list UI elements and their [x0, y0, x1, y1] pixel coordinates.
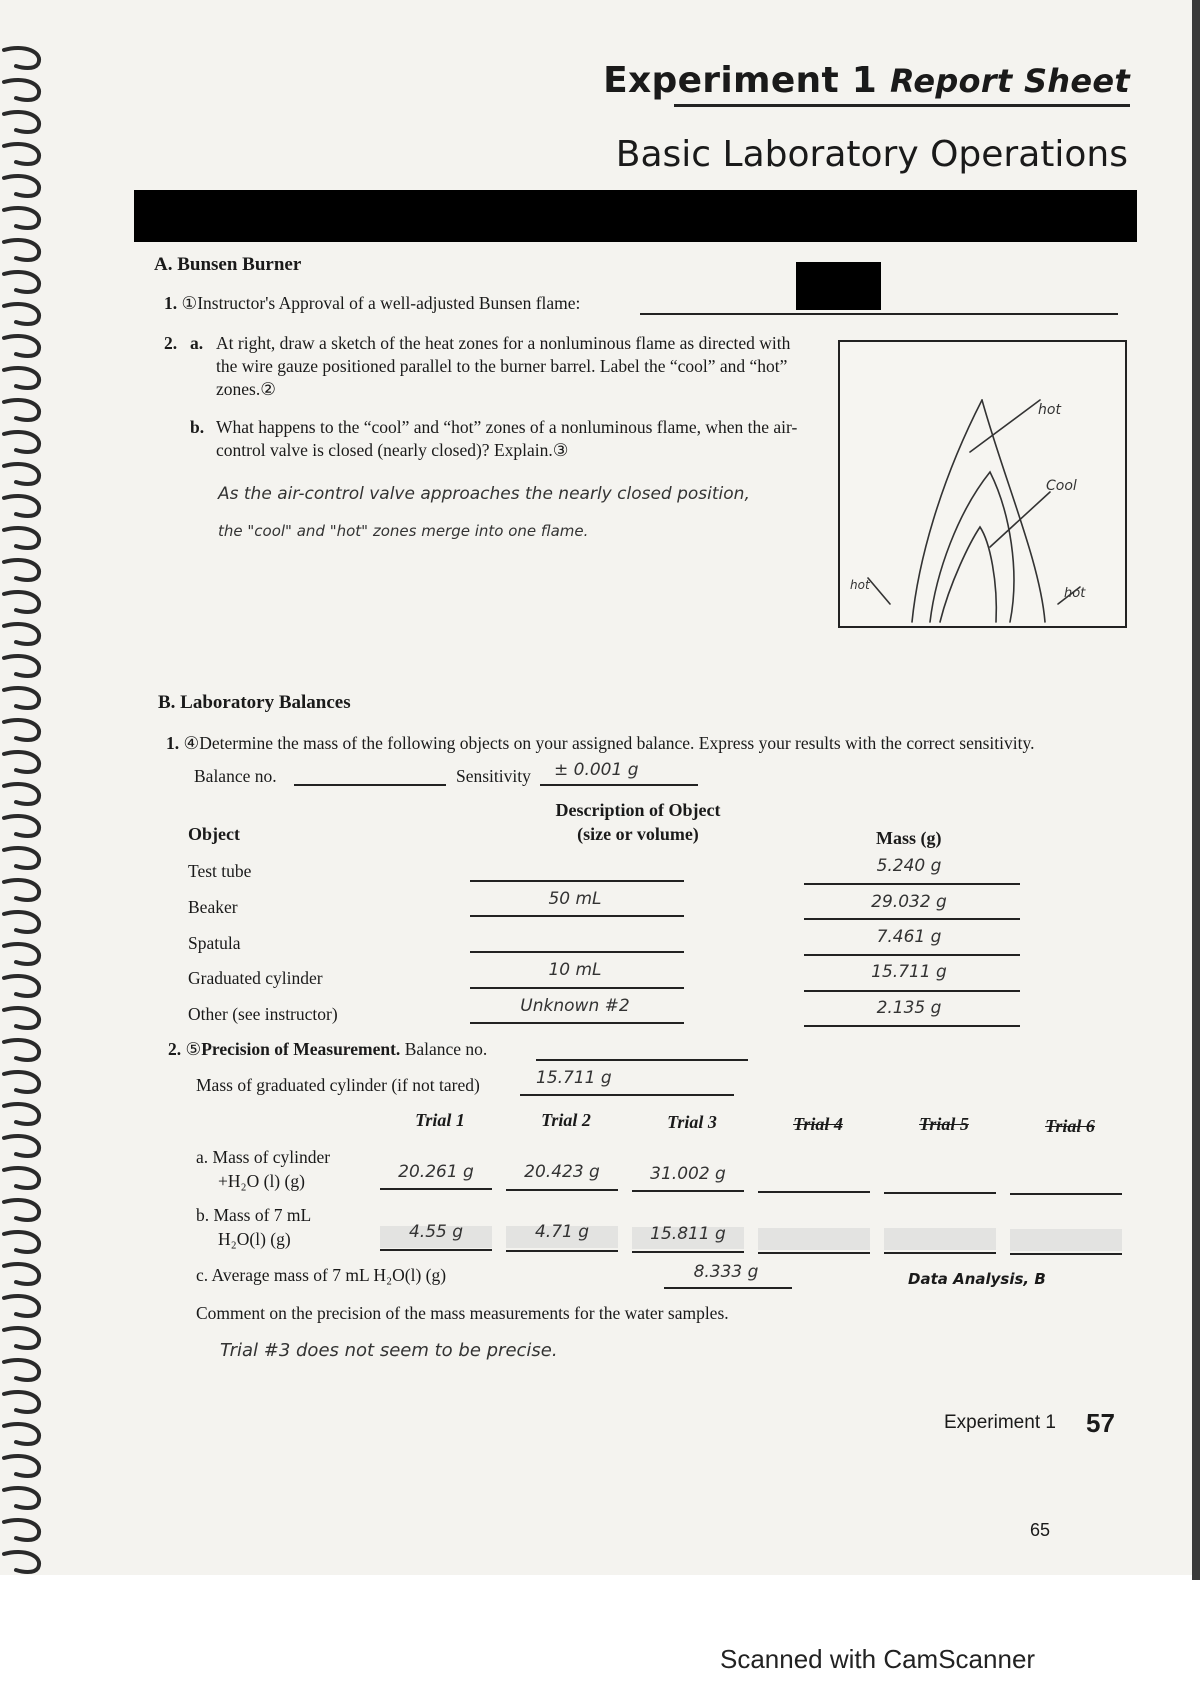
spiral-coil [4, 80, 39, 100]
spiral-coil [4, 1456, 39, 1476]
redacted-name-bar [134, 190, 1137, 242]
row-a-line [632, 1190, 744, 1192]
row-mass[interactable]: 29.032 g [871, 892, 947, 912]
row-b-trial-2[interactable]: 4.71 g [534, 1222, 590, 1242]
spiral-coil [4, 1232, 39, 1252]
question-a2a-text: At right, draw a sketch of the heat zones for a nonluminous flame as directed with the wire gauze positioned parallel to the burner barrel. Label the “cool” and “hot” zones.② [216, 333, 791, 399]
row-b-line[interactable] [1010, 1253, 1122, 1255]
spiral-coil [4, 1264, 39, 1284]
row-mass[interactable]: 7.461 g [876, 927, 942, 947]
data-analysis-note: Data Analysis, B [908, 1270, 1046, 1288]
shaded-cell [884, 1228, 996, 1250]
desc-line [470, 1022, 684, 1024]
answer-a2b-line1: As the air-control valve approaches the nearly closed position, [218, 484, 750, 504]
spiral-coil [4, 496, 39, 516]
row-mass[interactable]: 2.135 g [876, 998, 942, 1018]
mass-line [804, 954, 1020, 956]
spiral-coil [4, 1488, 39, 1508]
col-desc-header-2: (size or volume) [577, 824, 699, 844]
cylinder-mass-line [520, 1094, 734, 1096]
col-desc-header-1: Description of Object [555, 800, 721, 820]
row-a-trial-2[interactable]: 20.423 g [524, 1162, 600, 1182]
spiral-coil [4, 1296, 39, 1316]
flame-inner-cone [930, 472, 1014, 622]
row-b-line [506, 1250, 618, 1252]
hot-left-pointer [868, 578, 890, 604]
row-b-trial-3[interactable]: 15.811 g [650, 1224, 726, 1244]
row-a-line[interactable] [1010, 1193, 1122, 1195]
row-desc[interactable]: 50 mL [548, 889, 602, 909]
spiral-coil [4, 304, 39, 324]
spiral-coil [4, 720, 39, 740]
camscanner-watermark: Scanned with CamScanner [720, 1644, 1036, 1674]
sketch-label-hot-top: hot [1038, 402, 1061, 418]
spiral-coil [4, 656, 39, 676]
desc-line [470, 951, 684, 953]
cool-pointer [990, 492, 1050, 547]
spiral-coil [4, 816, 39, 836]
trial-header-struck: Trial 6 [1045, 1116, 1095, 1136]
spiral-coil [4, 624, 39, 644]
spiral-coil [4, 1136, 39, 1156]
question-a2-number: 2. [164, 333, 178, 353]
flame-sketch-box [838, 340, 1127, 628]
row-a-trial-1[interactable]: 20.261 g [398, 1162, 474, 1182]
row-c-average[interactable]: 8.333 g [693, 1262, 759, 1282]
spiral-coil [4, 912, 39, 932]
spiral-coil [4, 784, 39, 804]
spiral-coil [4, 48, 39, 68]
spiral-coil [4, 112, 39, 132]
spiral-coil [4, 336, 39, 356]
spiral-coil [4, 688, 39, 708]
question-a2b-text: What happens to the “cool” and “hot” zones of a nonluminous flame, when the air-control valve is closed (nearly closed)? Explain.③ [216, 417, 798, 460]
desc-line [470, 880, 684, 882]
spiral-coil [4, 944, 39, 964]
row-desc[interactable]: 10 mL [548, 960, 602, 980]
sketch-label-cool: Cool [1046, 478, 1077, 494]
shaded-cell [1010, 1229, 1122, 1251]
shaded-cell [758, 1228, 870, 1250]
trial-header: Trial 1 [415, 1110, 465, 1130]
question-a1: 1. ①Instructor's Approval of a well-adjusted Bunsen flame: [164, 293, 581, 313]
row-mass[interactable]: 5.240 g [876, 856, 942, 876]
spiral-coil [4, 1360, 39, 1380]
row-a-line[interactable] [884, 1192, 996, 1194]
row-b-trial-1[interactable]: 4.55 g [408, 1222, 464, 1242]
question-a2b-label: b. [190, 417, 205, 437]
row-b-line[interactable] [884, 1252, 996, 1254]
redacted-approval-box [796, 262, 881, 310]
footer-experiment-label: Experiment 1 [944, 1412, 1056, 1433]
spiral-coil [4, 976, 39, 996]
mark-icon: ② [260, 378, 276, 399]
spiral-coil [4, 1104, 39, 1124]
sketch-label-hot-left: hot [850, 578, 870, 592]
col-object-header: Object [188, 824, 240, 844]
row-a-label-1: a. Mass of cylinder [196, 1147, 331, 1167]
flame-sketch-drawing [840, 342, 1125, 626]
page-subtitle: Basic Laboratory Operations [615, 134, 1128, 175]
row-b-line[interactable] [758, 1252, 870, 1254]
flame-outer-left [912, 400, 982, 622]
mass-line [804, 1025, 1020, 1027]
spiral-coil [4, 400, 39, 420]
comment-prompt: Comment on the precision of the mass measurements for the water samples. [196, 1303, 729, 1323]
question-a2a-label: a. [190, 333, 204, 353]
row-b-line [632, 1251, 744, 1253]
row-object: Beaker [188, 897, 238, 917]
spiral-coil [4, 464, 39, 484]
spiral-coil [4, 592, 39, 612]
row-a-line [506, 1189, 618, 1191]
spiral-coil [4, 1072, 39, 1092]
row-a-line[interactable] [758, 1191, 870, 1193]
bottom-page-number: 65 [1030, 1520, 1051, 1540]
spiral-coil [4, 176, 39, 196]
desc-line [470, 915, 684, 917]
row-object: Other (see instructor) [188, 1004, 338, 1024]
mark-icon: ③ [552, 439, 569, 460]
row-object: Graduated cylinder [188, 968, 323, 988]
sensitivity-value[interactable]: ± 0.001 g [554, 760, 639, 780]
spiral-coil [4, 208, 39, 228]
report-sheet-title: Experiment 1 Report Sheet [603, 60, 1130, 101]
row-b-label-2: H₂O(l) (g) [218, 1229, 291, 1249]
row-b-label-1: b. Mass of 7 mL [196, 1205, 312, 1225]
approval-mark-icon: ① [181, 293, 198, 313]
approval-signature-line[interactable] [640, 313, 1118, 315]
balance-no-field[interactable] [294, 784, 446, 786]
spiral-coil [4, 528, 39, 548]
row-a-trial-3[interactable]: 31.002 g [650, 1164, 726, 1184]
spiral-coil [4, 880, 39, 900]
footer-page-number: 57 [1086, 1408, 1115, 1438]
hot-top-pointer [970, 400, 1040, 452]
row-object: Spatula [188, 933, 241, 953]
spiral-coil [4, 1552, 39, 1572]
trial-header-struck: Trial 4 [793, 1114, 843, 1134]
row-desc[interactable]: Unknown #2 [520, 996, 630, 1016]
mark-icon: ④ [183, 733, 200, 753]
trial-header: Trial 3 [667, 1112, 717, 1132]
row-c-line [664, 1287, 792, 1289]
spiral-coil [4, 752, 39, 772]
question-b1: 1. ④Determine the mass of the following objects on your assigned balance. Express your results with the correct sensitivity. [166, 733, 1035, 753]
question-b2: 2. ⑤Precision of Measurement. Balance no. [168, 1039, 488, 1059]
col-mass-header: Mass (g) [876, 828, 942, 848]
row-b-line [380, 1249, 492, 1251]
spiral-coil [4, 1520, 39, 1540]
spiral-coil [4, 1008, 39, 1028]
row-a-line [380, 1188, 492, 1190]
spiral-coil [4, 368, 39, 388]
spiral-coil [4, 1328, 39, 1348]
spiral-coil [4, 1424, 39, 1444]
row-object: Test tube [188, 861, 252, 881]
title-underline [674, 104, 1130, 107]
row-mass[interactable]: 15.711 g [871, 962, 947, 982]
desc-line [470, 987, 684, 989]
page-edge-shadow [1192, 0, 1200, 1580]
spiral-binding [0, 40, 56, 1580]
sketch-label-hot-right: hot [1064, 586, 1086, 601]
spiral-coil [4, 848, 39, 868]
mass-line [804, 883, 1020, 885]
spiral-coil [4, 432, 39, 452]
spiral-coil [4, 1392, 39, 1412]
spiral-coil [4, 1040, 39, 1060]
mass-line [804, 918, 1020, 920]
trial-header-struck: Trial 5 [919, 1114, 969, 1134]
spiral-coil [4, 1200, 39, 1220]
spiral-coil [4, 560, 39, 580]
trial-header: Trial 2 [541, 1110, 591, 1130]
balance-no-label: Balance no. [194, 766, 277, 786]
cylinder-mass-label: Mass of graduated cylinder (if not tared) [196, 1075, 480, 1095]
row-c-label: c. Average mass of 7 mL H₂O(l) (g) [196, 1265, 447, 1285]
spiral-coil [4, 240, 39, 260]
sensitivity-label: Sensitivity [456, 766, 531, 786]
answer-a2b-line2: the "cool" and "hot" zones merge into one flame. [218, 522, 589, 540]
comment-answer[interactable]: Trial #3 does not seem to be precise. [220, 1340, 558, 1361]
mass-line [804, 990, 1020, 992]
flame-core [940, 527, 996, 622]
section-b-heading: B. Laboratory Balances [158, 692, 351, 713]
mark-icon: ⑤ [185, 1039, 202, 1059]
q2-balance-field[interactable] [536, 1059, 748, 1061]
cylinder-mass-value[interactable]: 15.711 g [536, 1068, 612, 1088]
row-a-label-2: +H₂O (l) (g) [218, 1171, 305, 1191]
section-a-heading: A. Bunsen Burner [154, 254, 302, 275]
spiral-coil [4, 1168, 39, 1188]
spiral-coil [4, 144, 39, 164]
sensitivity-field-line [540, 784, 698, 786]
spiral-coil [4, 272, 39, 292]
